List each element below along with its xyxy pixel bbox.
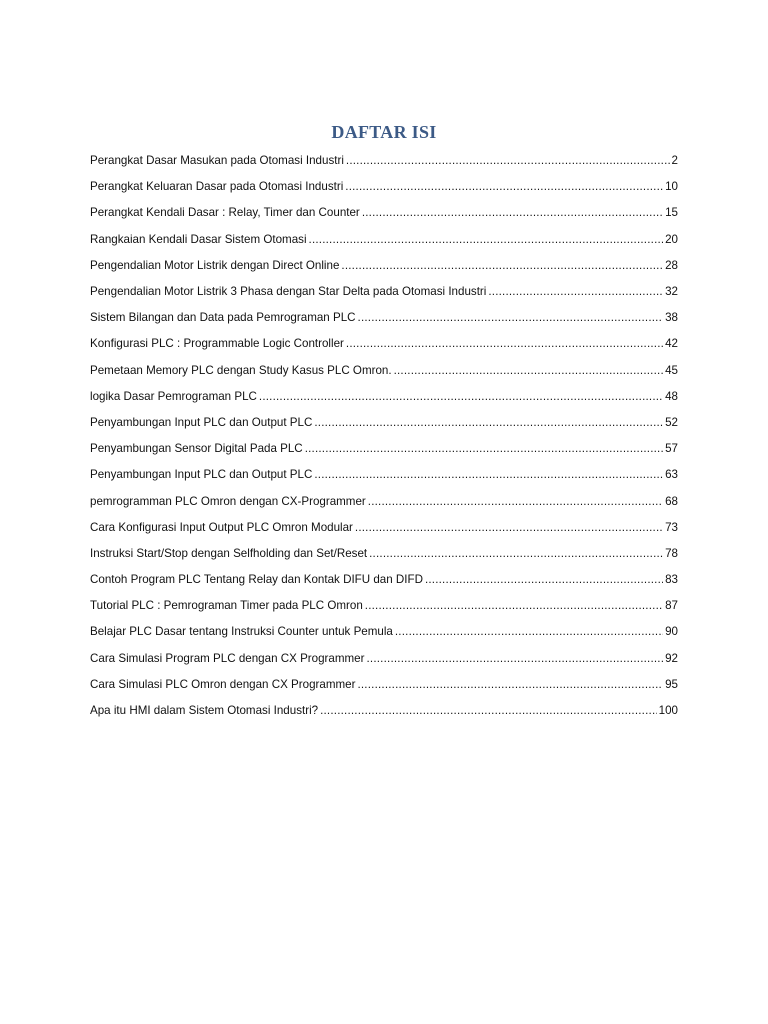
toc-entry[interactable] [90, 462, 678, 488]
toc-entry[interactable] [90, 227, 678, 253]
toc-entry[interactable] [90, 619, 678, 645]
toc-entry-page-number: 90 [665, 625, 678, 639]
toc-entry-page-number: 68 [665, 494, 678, 508]
dot-leader [259, 390, 663, 404]
toc-entry[interactable] [90, 200, 678, 226]
toc-entry-page-number: 92 [665, 651, 678, 665]
toc-entry-page-number: 32 [665, 285, 678, 299]
toc-entry-title: Belajar PLC Dasar tentang Instruksi Counter untuk Pemula [90, 625, 393, 639]
dot-leader [365, 599, 663, 613]
toc-entry-title: Tutorial PLC : Pemrograman Timer pada PLC Omron [90, 599, 363, 613]
dot-leader [346, 337, 663, 351]
toc-entry-page-number: 95 [665, 677, 678, 691]
dot-leader [369, 547, 663, 561]
toc-entry-page-number: 15 [665, 206, 678, 220]
dot-leader [358, 311, 664, 325]
toc-entry-title: Perangkat Keluaran Dasar pada Otomasi Industri [90, 180, 344, 194]
toc-entry-title: logika Dasar Pemrograman PLC [90, 389, 257, 403]
table-of-contents [90, 148, 678, 724]
toc-entry[interactable] [90, 646, 678, 672]
dot-leader [488, 285, 663, 299]
toc-entry[interactable] [90, 148, 678, 174]
toc-entry[interactable] [90, 436, 678, 462]
toc-entry[interactable] [90, 488, 678, 514]
toc-entry[interactable] [90, 541, 678, 567]
toc-entry[interactable] [90, 384, 678, 410]
dot-leader [314, 468, 663, 482]
toc-entry[interactable] [90, 593, 678, 619]
dot-leader [368, 495, 663, 509]
toc-entry-page-number: 52 [665, 415, 678, 429]
dot-leader [309, 233, 664, 247]
toc-entry-title: Rangkaian Kendali Dasar Sistem Otomasi [90, 232, 307, 246]
toc-entry-title: Instruksi Start/Stop dengan Selfholding dan Set/Reset [90, 546, 368, 560]
toc-entry[interactable] [90, 253, 678, 279]
dot-leader [425, 573, 663, 587]
toc-entry-page-number: 87 [665, 599, 678, 613]
dot-leader [320, 704, 657, 718]
toc-entry[interactable] [90, 515, 678, 541]
toc-entry[interactable] [90, 331, 678, 357]
toc-entry-page-number: 2 [671, 154, 678, 168]
dot-leader [345, 180, 663, 194]
toc-entry-title: Penyambungan Sensor Digital Pada PLC [90, 442, 303, 456]
toc-entry[interactable] [90, 672, 678, 698]
toc-entry-page-number: 83 [665, 573, 678, 587]
toc-entry-page-number: 28 [665, 258, 678, 272]
dot-leader [394, 364, 664, 378]
toc-entry-page-number: 45 [665, 363, 678, 377]
toc-entry[interactable] [90, 698, 678, 724]
dot-leader [357, 678, 663, 692]
toc-entry-title: Penyambungan Input PLC dan Output PLC [90, 468, 313, 482]
toc-entry[interactable] [90, 410, 678, 436]
toc-entry-page-number: 42 [665, 337, 678, 351]
toc-entry-title: Apa itu HMI dalam Sistem Otomasi Industri? [90, 704, 319, 718]
toc-entry-page-number: 38 [665, 311, 678, 325]
toc-entry-title: Cara Simulasi Program PLC dengan CX Programmer [90, 651, 365, 665]
dot-leader [355, 521, 663, 535]
toc-entry-page-number: 100 [658, 704, 678, 718]
dot-leader [367, 652, 664, 666]
toc-entry-page-number: 63 [665, 468, 678, 482]
toc-entry-title: Sistem Bilangan dan Data pada Pemrograman PLC [90, 311, 356, 325]
toc-entry[interactable] [90, 279, 678, 305]
toc-entry-title: Penyambungan Input PLC dan Output PLC [90, 415, 313, 429]
toc-entry-page-number: 20 [665, 232, 678, 246]
toc-entry-title: Contoh Program PLC Tentang Relay dan Kontak DIFU dan DIFD [90, 573, 423, 587]
dot-leader [362, 206, 663, 220]
toc-entry-title: Pengendalian Motor Listrik 3 Phasa dengan Star Delta pada Otomasi Industri [90, 285, 487, 299]
toc-entry-title: Konfigurasi PLC : Programmable Logic Controller [90, 337, 344, 351]
toc-entry-title: Perangkat Dasar Masukan pada Otomasi Industri [90, 154, 344, 168]
toc-entry-page-number: 10 [665, 180, 678, 194]
toc-entry[interactable] [90, 174, 678, 200]
dot-leader [341, 259, 663, 273]
toc-entry-page-number: 57 [665, 442, 678, 456]
toc-entry[interactable] [90, 567, 678, 593]
toc-entry-title: Perangkat Kendali Dasar : Relay, Timer dan Counter [90, 206, 360, 220]
toc-entry[interactable] [90, 305, 678, 331]
toc-entry-title: Cara Simulasi PLC Omron dengan CX Programmer [90, 677, 356, 691]
toc-entry-title: pemrogramman PLC Omron dengan CX-Programmer [90, 494, 366, 508]
toc-entry-page-number: 78 [665, 546, 678, 560]
dot-leader [314, 416, 663, 430]
dot-leader [346, 154, 670, 168]
toc-entry-page-number: 73 [665, 520, 678, 534]
toc-entry-title: Cara Konfigurasi Input Output PLC Omron Modular [90, 520, 353, 534]
toc-entry-title: Pemetaan Memory PLC dengan Study Kasus PLC Omron. [90, 363, 392, 377]
dot-leader [305, 442, 663, 456]
toc-entry[interactable] [90, 358, 678, 384]
toc-heading: DAFTAR ISI [331, 122, 437, 142]
dot-leader [395, 625, 663, 639]
toc-entry-title: Pengendalian Motor Listrik dengan Direct Online [90, 258, 340, 272]
toc-entry-page-number: 48 [665, 389, 678, 403]
